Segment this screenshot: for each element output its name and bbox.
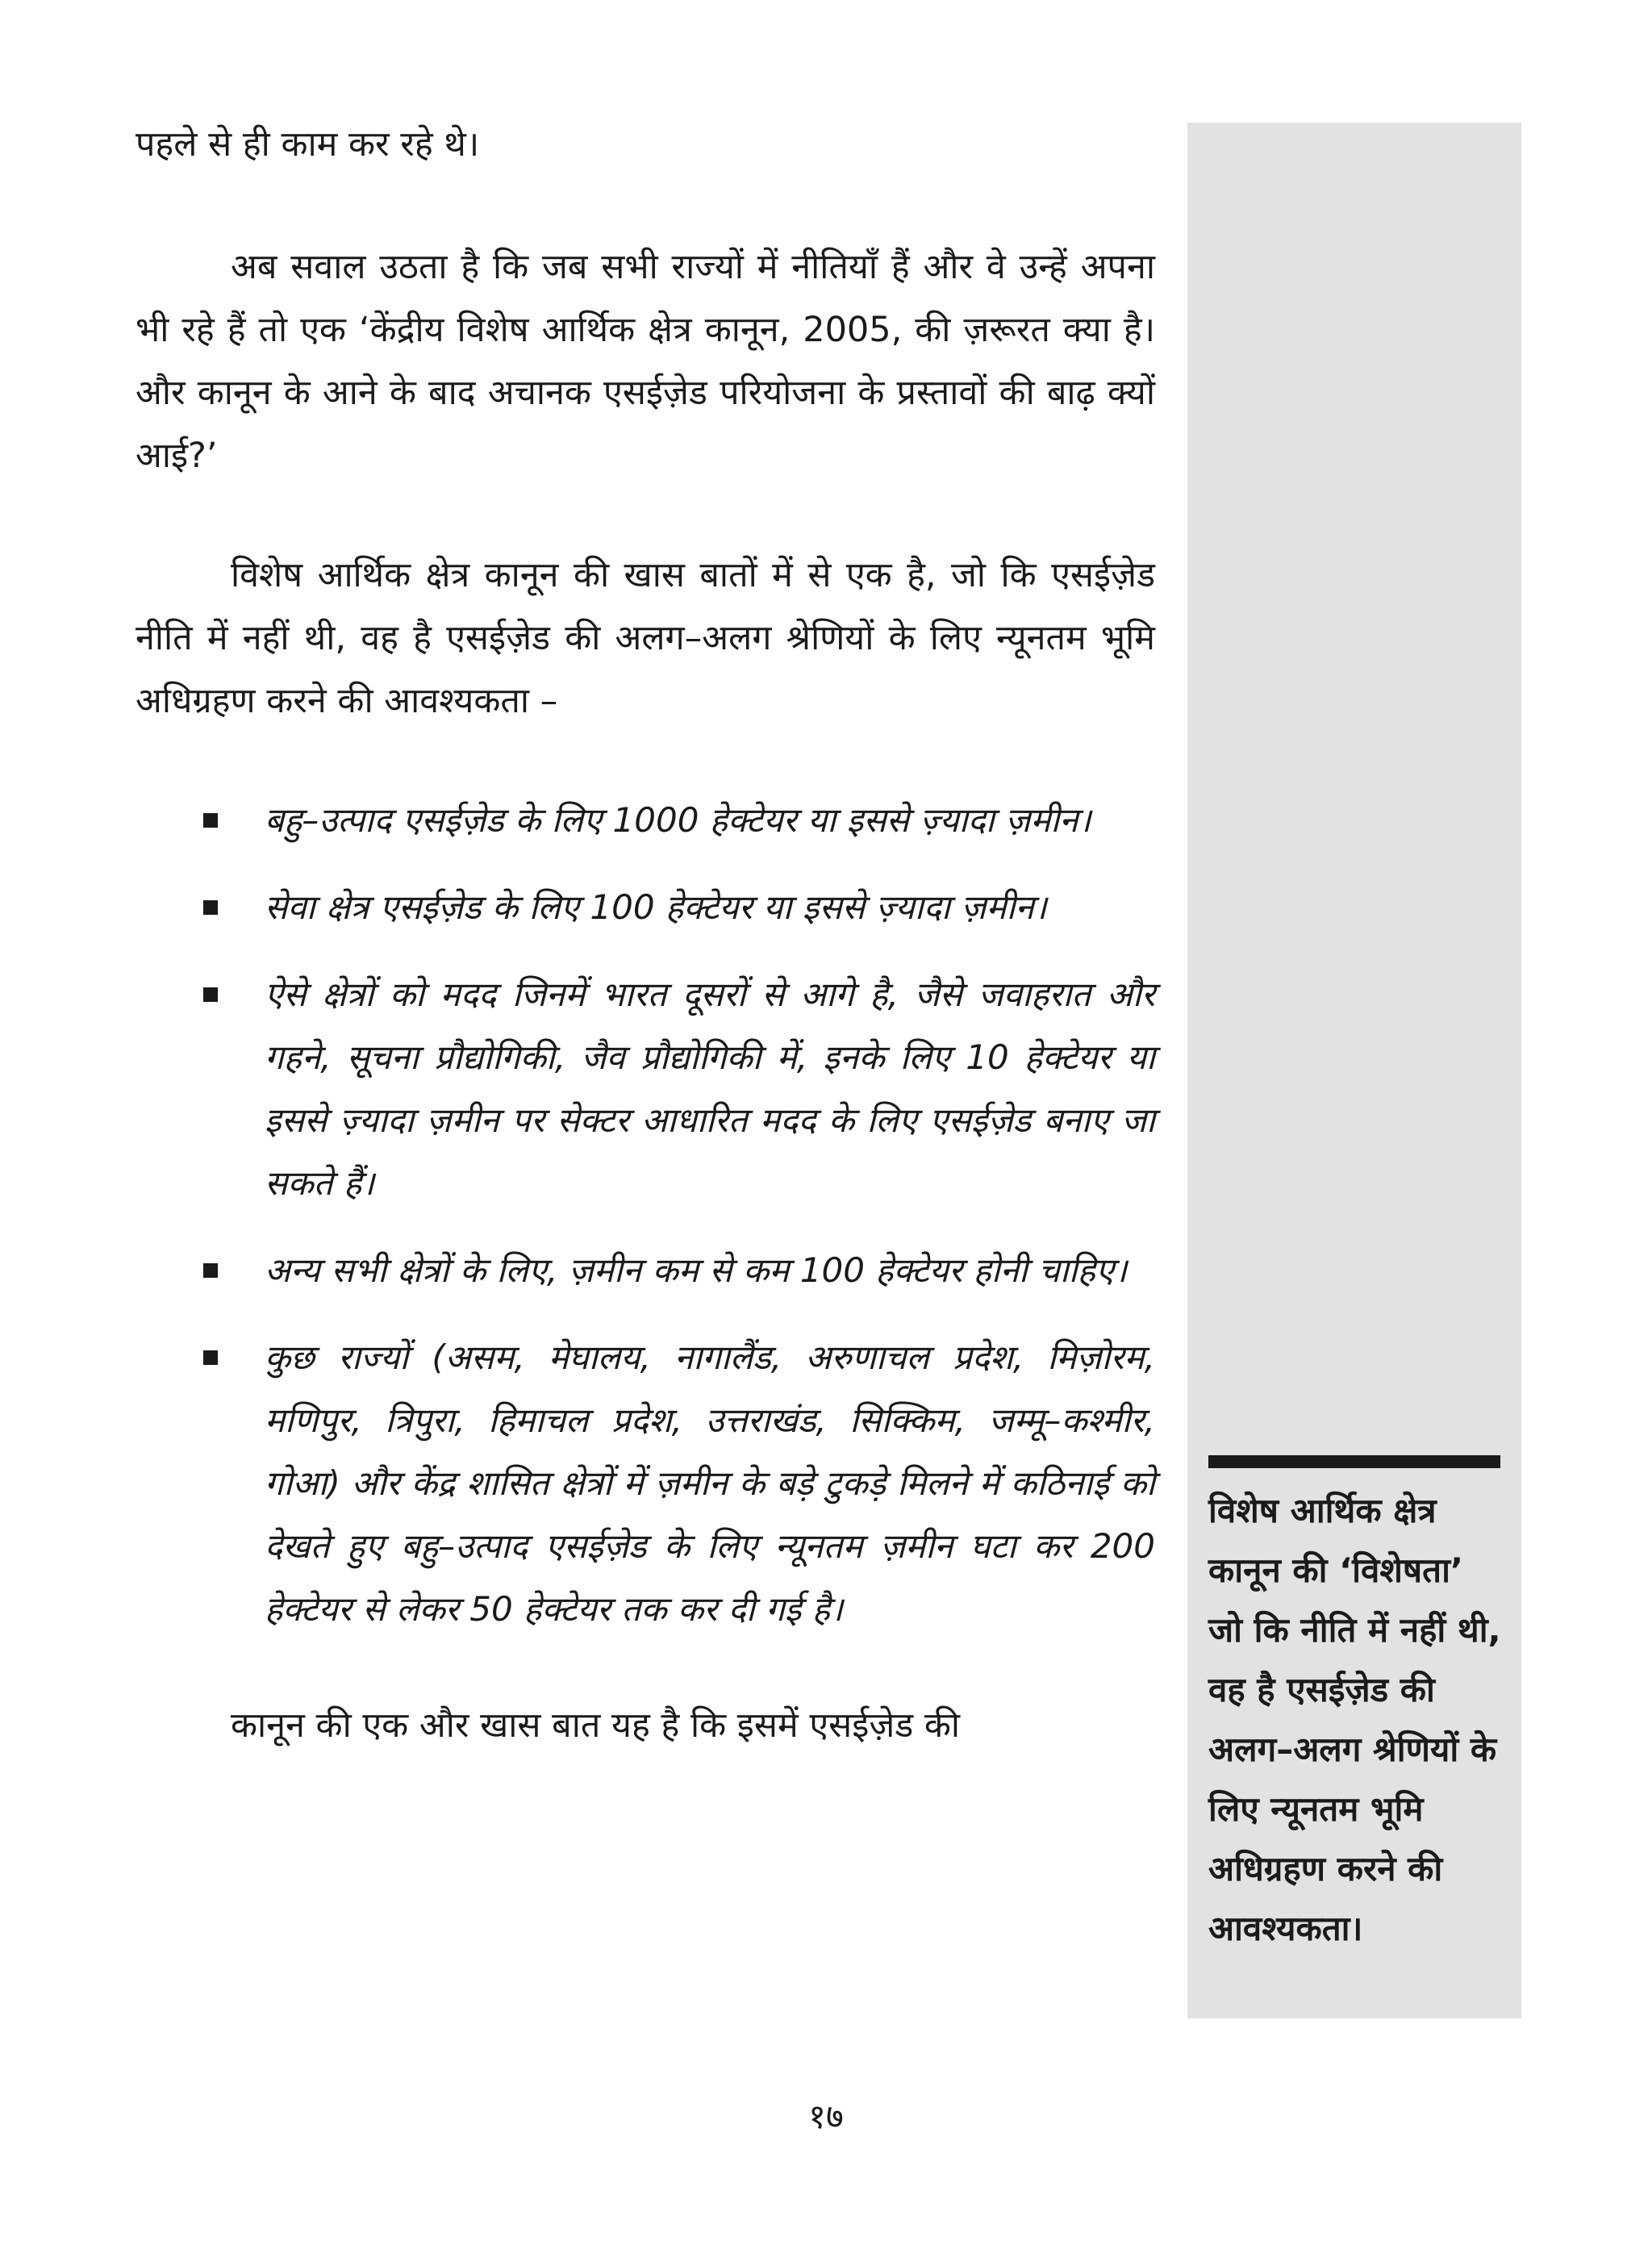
bullet-square-icon <box>203 900 218 915</box>
list-item: बहु–उत्पाद एसईज़ेड के लिए 1000 हेक्टेयर या इससे ज़्यादा ज़मीन। <box>136 789 1155 852</box>
bullet-square-icon <box>203 1263 218 1278</box>
paragraph-continuation: पहले से ही काम कर रहे थे। <box>136 124 480 165</box>
page-number: १७ <box>808 2097 844 2136</box>
land-requirement-list <box>136 789 1155 1641</box>
main-text-column <box>136 113 1155 1813</box>
list-item: अन्य सभी क्षेत्रों के लिए, ज़मीन कम से कम 100 हेक्टेयर होनी चाहिए। <box>136 1239 1155 1302</box>
list-item: सेवा क्षेत्र एसईज़ेड के लिए 100 हेक्टेयर या इससे ज़्यादा ज़मीन। <box>136 876 1155 939</box>
bullet-square-icon <box>203 1350 218 1365</box>
sidebar-panel <box>1187 123 1521 2018</box>
bullet-square-icon <box>203 813 218 828</box>
list-item: ऐसे क्षेत्रों को मदद जिनमें भारत दूसरों से आगे है, जैसे जवाहरात और गहने, सूचना प्रौद्योगिकी, जैव प्रौद्योगिकी में, इनके लिए 10 हेक्टेयर या इससे ज़्यादा ज़मीन पर सेक्टर आधारित मदद के लिए एसईज़ेड बनाए जा सकते हैं। <box>136 963 1155 1215</box>
sidebar-divider <box>1208 1455 1500 1468</box>
list-item: कुछ राज्यों (असम, मेघालय, नागालैंड, अरुणाचल प्रदेश, मिज़ोरम, मणिपुर, त्रिपुरा, हिमाचल प्रदेश, उत्तराखंड, सिक्किम, जम्मू–कश्मीर, गोआ) और केंद्र शासित क्षेत्रों में ज़मीन के बड़े टुकड़े मिलने में कठिनाई को देखते हुए बहु–उत्पाद एसईज़ेड के लिए न्यूनतम ज़मीन घटा कर 200 हेक्टेयर से लेकर 50 हेक्टेयर तक कर दी गई है। <box>136 1326 1155 1641</box>
bullet-square-icon <box>203 987 218 1002</box>
paragraph-key-feature: विशेष आर्थिक क्षेत्र कानून की खास बातों में से एक है, जो कि एसईज़ेड नीति में नहीं थी, वह है एसईज़ेड की अलग–अलग श्रेणियों के लिए न्यूनतम भूमि अधिग्रहण करने की आवश्यकता – <box>136 555 1155 721</box>
sidebar-callout: विशेष आर्थिक क्षेत्र कानून की ‘विशेषता’ जो कि नीति में नहीं थी, वह है एसईज़ेड की अलग–अलग श्रेणियों के लिए न्यूनतम भूमि अधिग्रहण करने की आवश्यकता। <box>1208 1491 1501 1948</box>
paragraph-question: अब सवाल उठता है कि जब सभी राज्यों में नीतियाँ हैं और वे उन्हें अपना भी रहे हैं तो एक ‘केंद्रीय विशेष आर्थिक क्षेत्र कानून, 2005, की ज़रूरत क्या है। और कानून के आने के बाद अचानक एसईज़ेड परियोजना के प्रस्तावों की बाढ़ क्यों आई?’ <box>136 247 1155 476</box>
paragraph-another-feature: कानून की एक और खास बात यह है कि इसमें एसईज़ेड की <box>231 1705 961 1746</box>
